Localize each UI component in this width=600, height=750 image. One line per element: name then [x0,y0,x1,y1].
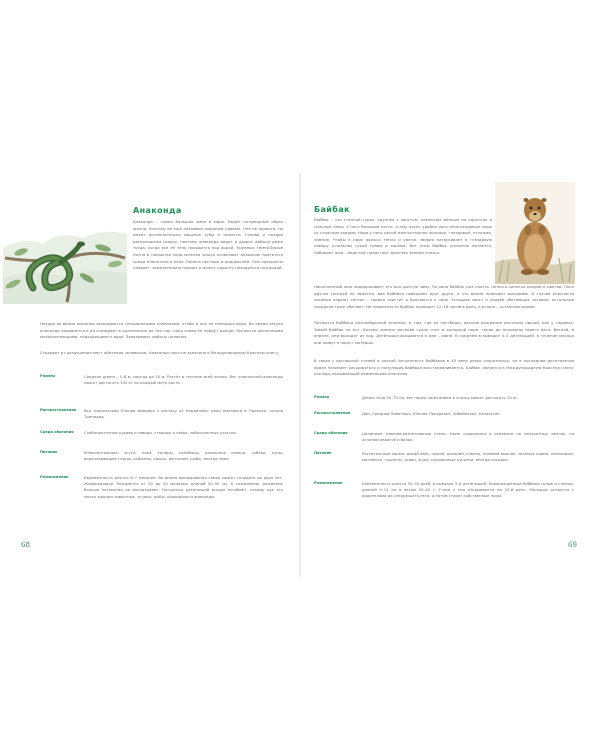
anaconda-title: Анаконда [133,206,182,215]
baibak-facts [314,395,574,535]
anaconda-intro-text: Анаконда – самая большая змея в мире. Ведёт полуводный образ жизни, поэтому её ещё называют водяным удавом. Она не ядовита, но имеет исключительно мощные зубы и челюсти. Голова и ноздри расположены сверху, поэтому анаконда видит и дышит добычу даже тогда, когда всё её тело находится под водой. Крупные тёмно-бурые пятна и покрытая серо-зелёная чешуя позволяют анаконде прятаться среди планктона в реке. Берега пестрые и водорослей. Она прекрасно плавает, замечательно ныряет и может подолгу находиться под водой. [133,219,283,271]
fact-text: Слабопроточные рукава и заводи, старицы и озёра, заболоченные участки. [84,430,237,435]
page-number-left: 68 [21,541,30,549]
fact-label: Питание [314,451,332,455]
baibak-body-text: Накопленный жир поддерживает его всю долгую зиму. За рано байбак уже съесть теплого кипятка кипрей и цветов. Пока других соседей не заметно, два байбака навещают друг друга, а что время проходит выкормив. В случае опасности часовые издают сигнал – громко свистит и бросаются к норе. Услышав свист и увидев убегающих часовых, остальные сородичи тоже убегают. На поверхности байбак проводит 12–16 часов в день, а в норе – остальное время. [314,284,574,309]
anaconda-footer-text: Страдает от разрушения мест обитания человеком. Анаконда пока не занесена в Международную Красную книгу. [40,350,280,355]
baibak-body3-text: В связи с распашкой степей и охотой численность байбаков в XX веке резко сократилась, но в последние десятилетия ареал начинает расширяться и популяция байбака восстанавливается. Байбак является в Международную Красную книгу как вид, вызывающий наименьшие опасения. [314,358,574,377]
fact-label: Питание [40,450,58,454]
fact-text: Дон, Средняя Поволжья, Южное Приуралье, Забайкалье, Казахстан. [362,411,501,416]
fact-text: Беременность длится 30–35 дней, в выводке 3–6 детёнышей. Новорождённые байбаки голые и слепые, длиной 9–11 см и весом 30–40 г. Глаза у них открываются на 20-й день. Молодые остаются с родителями до следующего лета, а потом строят собственные норы. [362,481,574,499]
fact-label: Размножение [314,481,343,485]
fact-text: Беременность длится 6–7 месяцев. Во время вынашивания самка может голодать до двух лет. Живородящая. Рождается от 20 до 40 молодых длиной 50–90 см. К сожалению, рождение больше потомства не воспитывает. Несколько детёнышей вскоре погибает, потому как это много хищных животных, ягуары, рыбы, крокодилы и анаконды. [84,475,283,499]
fact-label: Среда обитания [40,430,74,434]
baibak-intro-text: Байбак – это степной сурок, крупнее с хвостом, немногим меньше по короткое и сильные лапы. У него большие когти, и ему очень удобно рыть многоходовые норы со сложным ходами. Нора у него целой многоэтажное жилище, гнездовые, отхожие, зимние. Чтобы в норе жилось тепло и уютно, зверёк натаскивает в гнездовую камеру (спальню) сухой травы и кормов. Вот этим байбак усиленно питается, набирает жир – ведь ему предстоит длинная зимняя спячка. [314,217,492,255]
anaconda-facts [40,374,283,544]
fact-text: Средняя длина – 5–6 м, иногда до 10 м. Растёт в течение всей жизни. Вес уникальной анаконды может достигать 100 кг на каждый метр роста. [84,374,283,386]
baibak-title: Байбак [314,205,350,214]
fact-text: Длина тела 50–70 см, вес перед залеганием в спячку может достигать 10 кг. [362,395,519,400]
page-number-right: 69 [568,541,577,549]
page-gutter [299,173,301,577]
fact-text: Млекопитающие: агути, пака, тапиры, капибары, домашние свиньи, собаки, куры; водоплавающие птицы, кайманы, крысы, рептилии, рыбы, иногда змеи. [84,450,283,462]
anaconda-illustration [3,218,127,304]
fact-label: Размер [40,374,56,378]
anaconda-body-text: Ноздри во время ныряния закрываются специальными клапанами, чтобы в них не попадала вода. Во время засухи анаконда зарывается в ил и впадает в оцепенение до тех пор, пока снова не пойдут дожди. Питаются различными млекопитающими, подходящими к воде. Запаливают добычу целиком. [40,321,283,340]
fact-label: Среда обитания [314,431,348,435]
fact-text: Целинные злаково-разнотравные степи. Ныне сохранился в основном на непахотных землях, по склонам оврагов и балок. [362,431,574,443]
fact-label: Размер [314,395,330,399]
fact-label: Размножение [40,475,69,479]
fact-label: Распространение [314,411,351,415]
fact-text: Вся тропическая Южная Америка к востоку от Кордильер: реки Амазонка и Ориноко, остров Тринидад. [84,408,283,420]
fact-label: Распространение [40,408,77,412]
marmot-illustration [495,182,575,284]
baibak-body2-text: Питаются байбаки разнообразной зеленью, и там, где их пастбище, весною рождение растения пищей, как у садовых. Зимой байбак не ест. Восемь зимних месяцев сурок спит в холодной норе, теряя до половины своего веса. Весной, в апреле, они выходят из нор. Детёныши рождаются в мае – июне. В среднем в выводке 4–5 детёнышей, в течение месяца они живут в норе с матерью. [314,320,574,345]
fact-text: Растительные корма: дикий овёс, пырей, цикорий, клевер, полевой вьюнок, зелёные корма, насекомые, моллюски, грызуны, черви, жуки, муравьиные куколки, иногда посадки. [362,451,574,463]
